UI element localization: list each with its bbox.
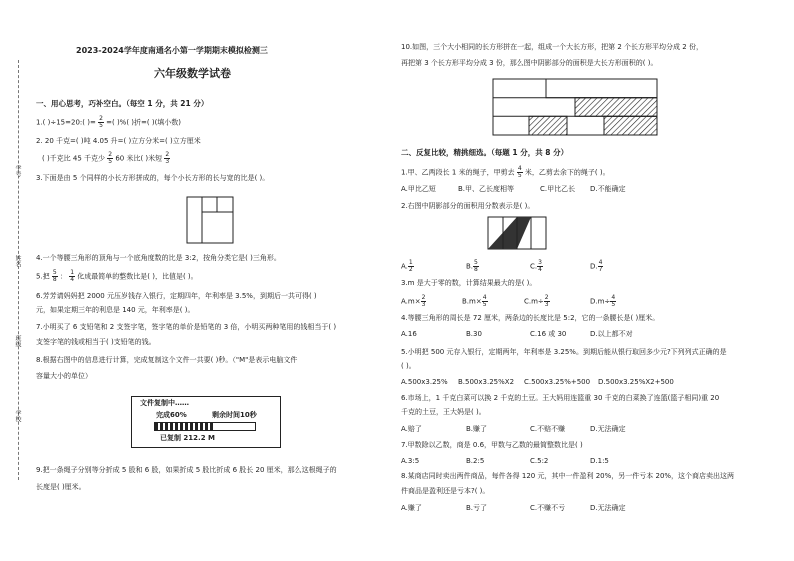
s2-q8-opt-a: A.赚了 [401, 504, 422, 512]
s2-q5a: 5.小明把 500 元存入银行，定期两年，年利率是 3.25%。到期后能从银行取回多少元?下列列式正确的是 [401, 348, 727, 356]
s1-q8b: 容量大小的单位） [36, 372, 92, 380]
s2-q8-opt-b: B.亏了 [466, 504, 488, 512]
s2-q1-opt-d: D.不能确定 [590, 185, 626, 193]
s2-q2-opt-d: D. $\frac{4}{7}$ [590, 259, 603, 273]
shaded-rectangle-figure [487, 216, 547, 250]
s2-q5-opt-d: D.500x3.25%X2+500 [598, 378, 674, 386]
s2-q8b: 件商品是盈利还是亏本?( )。 [401, 487, 490, 495]
s2-q2: 2.右图中阴影部分的面积用分数表示是( )。 [401, 202, 535, 210]
section2-heading: 二、反复比较，精挑细选。（每题 1 分，共 8 分） [401, 148, 569, 157]
five-rectangles-figure [186, 196, 234, 244]
binding-label-school: 学校 [14, 410, 21, 422]
s2-q8-opt-d: D.无法确定 [590, 504, 626, 512]
s1-q5: 5.把 $\frac{5}{8}$ ： $\frac{1}{4}$ 化成最简单的整数比是( )，比值是( )。 [36, 269, 198, 283]
s1-q7a: 7.小明买了 6 支铅笔和 2 支签字笔，签字笔的单价是铅笔的 3 倍，小明买两种笔用的钱相当于( ) [36, 323, 337, 331]
s2-q6b: 千克的土豆，王大妈是( )。 [401, 408, 486, 416]
copy-remain-label: 剩余时间10秒 [212, 411, 257, 419]
copy-dialog-title: 文件复制中…… [140, 399, 189, 407]
s2-q5-opt-a: A.500x3.25% [401, 378, 448, 386]
s2-q3-opt-d: D.m÷ $\frac{4}{5}$ [590, 294, 616, 308]
binding-label-class: 班级 [14, 335, 21, 347]
binding-label-id: 学号 [14, 165, 21, 177]
s1-q9b: 长度是( )厘米。 [36, 483, 86, 491]
s2-q1-opt-b: B.甲、乙长度相等 [458, 185, 515, 193]
s2-q3-opt-b: B.m× $\frac{4}{5}$ [462, 294, 487, 308]
s1-q1: 1.( )÷15=20:( )= $\frac{2}{5}$ =( )%( )折=( )(填小数) [36, 115, 182, 129]
s2-q5b: ( )。 [401, 362, 416, 370]
s1-q2b: ( )千克比 45 千克少 $\frac{2}{5}$ 60 米比( )米短 $\frac{2}{3}$ [42, 151, 170, 165]
s2-q3-opt-c: C.m÷ $\frac{2}{3}$ [524, 294, 549, 308]
section1-heading: 一、用心思考，巧补空白。（每空 1 分，共 21 分） [36, 99, 209, 108]
fraction: $\frac{5}{8}$ [52, 269, 57, 283]
s2-q7-opt-b: B.2:5 [466, 457, 485, 465]
s2-q3-opt-a: A.m× $\frac{2}{3}$ [401, 294, 426, 308]
s2-q6-opt-b: B.赚了 [466, 425, 488, 433]
fraction: $\frac{2}{5}$ [108, 151, 113, 165]
s1-q2a: 2. 20 千克=( )吨 4.05 升=( )立方分米=( )立方厘米 [36, 137, 201, 145]
s2-q4-opt-b: B.30 [466, 330, 482, 338]
s1-q4: 4.一个等腰三角形的顶角与一个底角度数的比是 3:2，按角分类它是( )三角形。 [36, 254, 281, 262]
s2-q8a: 8.某商店同时卖出两件商品，每件各得 120 元，其中一件盈利 20%，另一件亏本 20%，这个商店卖出这两 [401, 472, 735, 480]
s2-q1: 1.甲、乙两段长 1 米的绳子，甲剪去 $\frac{4}{5}$ 米，乙剪去余下的绳子( )。 [401, 165, 610, 179]
s1-q8a: 8.根据右图中的信息进行计算，完成复制这个文件一共要( )秒。（"M"是表示电脑文件 [36, 356, 298, 364]
exam-title: 2023-2024学年度南通名小第一学期期末模拟检测三 [76, 46, 268, 55]
fraction: $\frac{2}{5}$ [99, 115, 103, 129]
s2-q6-opt-c: C.不赔不赚 [530, 425, 566, 433]
exam-subtitle: 六年级数学试卷 [154, 67, 231, 80]
fraction: $\frac{1}{4}$ [70, 269, 75, 283]
s1-q6b: 元，如果定期三年的利息是 140 元，年利率是( )。 [36, 306, 195, 314]
s1-q3: 3.下面是由 5 个同样的小长方形拼成的，每个小长方形的长与宽的比是( )。 [36, 174, 270, 182]
copy-done-label: 完成60% [156, 411, 187, 419]
fraction: $\frac{4}{5}$ [517, 165, 522, 179]
s1-q7b: 支签字笔的钱或相当于( )支铅笔的钱。 [36, 338, 156, 346]
s2-q8-opt-c: C.不赚不亏 [530, 504, 566, 512]
s2-q3: 3.m 是大于零的数，计算结果最大的是( )。 [401, 279, 537, 287]
s2-q2-opt-b: B. $\frac{5}{8}$ [466, 259, 478, 273]
s2-q6a: 6.市场上，1 千克白菜可以换 2 千克的土豆。王大妈用连篮重 30 千克的白菜换了连篮(篮子相同)重 20 [401, 394, 720, 402]
s2-q5-opt-b: B.500x3.25%X2 [458, 378, 515, 386]
s2-q4-opt-a: A.16 [401, 330, 417, 338]
s2-q1-opt-c: C.甲比乙长 [540, 185, 576, 193]
s1-q10a: 10.如图，三个大小相同的长方形拼在一起，组成一个大长方形，把第 2 个长方形平均分成 2 份， [401, 43, 703, 51]
fraction: $\frac{2}{3}$ [165, 151, 170, 165]
s2-q7: 7.甲数除以乙数，商是 0.6，甲数与乙数的最简整数比是( ) [401, 441, 583, 449]
three-rectangles-figure [492, 78, 658, 136]
s1-q6a: 6.芳芳请妈妈把 2000 元压岁钱存入银行，定期四年，年利率是 3.5%，到期后一共可得( ) [36, 292, 317, 300]
copy-progress-bar [154, 422, 256, 431]
s2-q4: 4.等腰三角形的周长是 72 厘米，两条边的长度比是 5:2，它的一条腰长是( )厘米。 [401, 314, 660, 322]
s2-q7-opt-c: C.5:2 [530, 457, 549, 465]
s1-q9a: 9.把一条绳子分别等分折成 5 股和 6 股，如果折成 5 股比折成 6 股长 20 厘米，那么这根绳子的 [36, 466, 337, 474]
copy-copied-label: 已复制 212.2 M [160, 434, 215, 442]
binding-label-name: 姓名 [14, 255, 21, 267]
s1-q10b: 再把第 3 个长方形平均分成 3 份，那么图中阴影部分的面积是大长方形面积的( )。 [401, 59, 658, 67]
s2-q5-opt-c: C.500x3.25%+500 [524, 378, 591, 386]
s2-q7-opt-d: D.1:5 [590, 457, 609, 465]
s2-q4-opt-d: D.以上都不对 [590, 330, 633, 338]
s2-q2-opt-c: C. $\frac{3}{4}$ [530, 259, 542, 273]
s2-q4-opt-c: C.16 或 30 [530, 330, 567, 338]
s2-q6-opt-d: D.无法确定 [590, 425, 626, 433]
s2-q2-opt-a: A. $\frac{1}{2}$ [401, 259, 413, 273]
s2-q7-opt-a: A.3:5 [401, 457, 420, 465]
s2-q1-opt-a: A.甲比乙短 [401, 185, 436, 193]
s2-q6-opt-a: A.赔了 [401, 425, 422, 433]
copy-dialog [131, 396, 281, 448]
copy-progress-fill [155, 423, 215, 430]
